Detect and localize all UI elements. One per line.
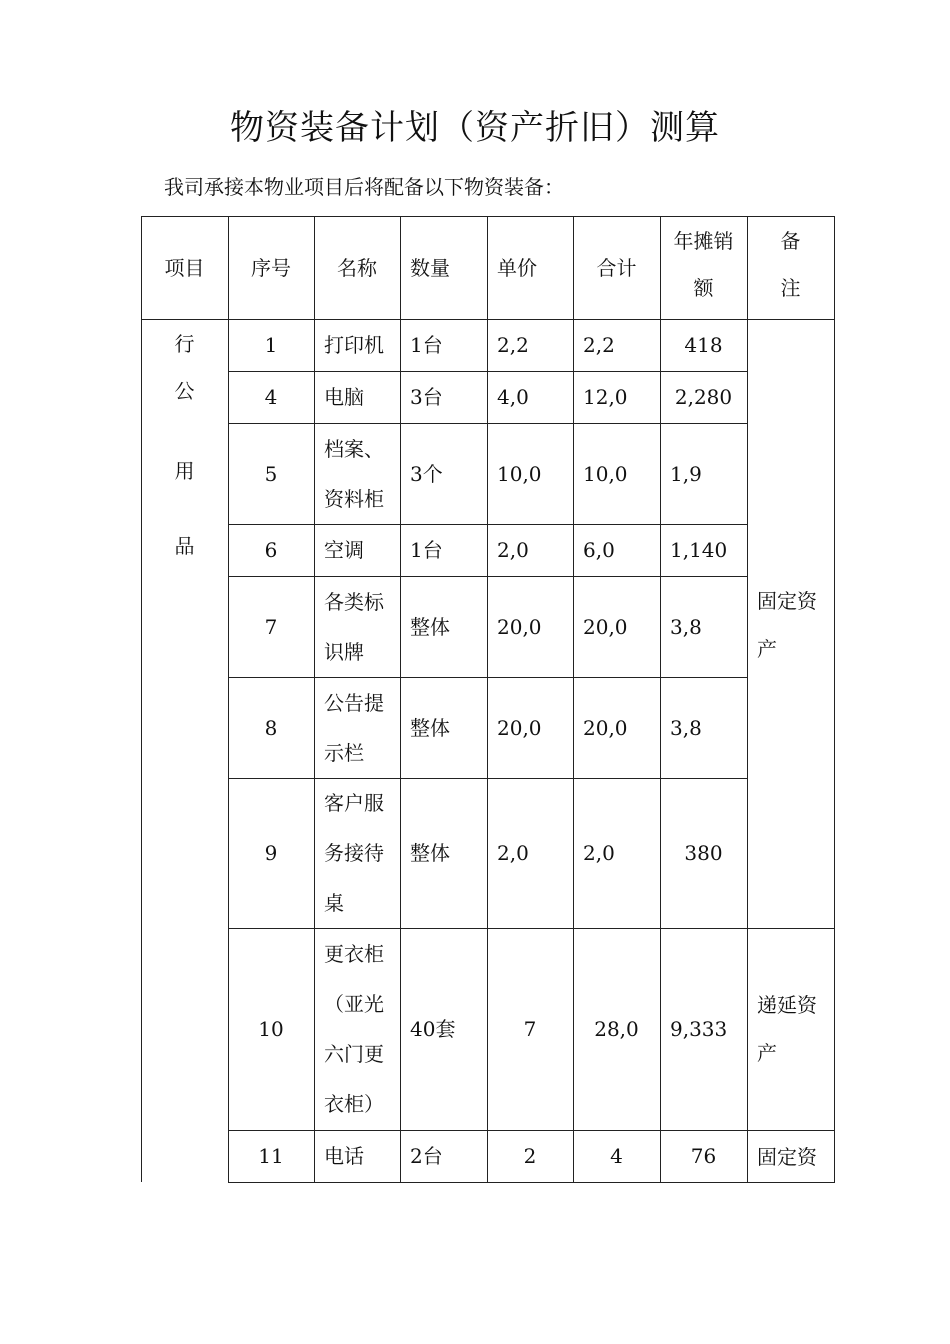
cell-annual: 380 xyxy=(684,841,723,865)
cell-price: 10,0 xyxy=(497,461,542,486)
cell-qty: 整体 xyxy=(410,715,450,740)
table-row-divider xyxy=(228,423,748,424)
header-annual: 年摊销 xyxy=(673,229,734,253)
cell-name: 衣柜） xyxy=(324,1092,384,1116)
cell-qty: 1台 xyxy=(410,538,443,562)
cell-qty: 3个 xyxy=(410,461,443,486)
cell-seq: 5 xyxy=(264,461,278,486)
header-note: 备 xyxy=(780,229,801,253)
note-deferred-asset: 递延资 xyxy=(757,993,817,1017)
cell-seq: 7 xyxy=(264,614,278,639)
intro-text: 我司承接本物业项目后将配备以下物资装备： xyxy=(164,175,564,199)
cell-qty: 整体 xyxy=(410,614,450,639)
table-row-divider xyxy=(228,1182,835,1183)
category-char: 公 xyxy=(174,379,195,403)
cell-total: 20,0 xyxy=(583,715,628,740)
cell-name: 示栏 xyxy=(324,740,364,765)
header-qty: 数量 xyxy=(410,256,450,280)
cell-name: 电脑 xyxy=(324,385,364,409)
cell-total: 10,0 xyxy=(583,461,628,486)
cell-price: 2,0 xyxy=(497,841,529,865)
cell-annual: 2,280 xyxy=(674,385,733,409)
cell-price: 4,0 xyxy=(497,385,529,409)
cell-total: 6,0 xyxy=(583,538,615,562)
cell-qty: 3台 xyxy=(410,385,443,409)
cell-seq: 9 xyxy=(264,841,278,865)
table-col-divider xyxy=(834,216,835,1183)
cell-price: 20,0 xyxy=(497,614,542,639)
cell-name: 资料柜 xyxy=(324,486,384,511)
cell-qty: 2台 xyxy=(410,1144,443,1168)
cell-seq: 10 xyxy=(258,1017,284,1041)
cell-name: 识牌 xyxy=(324,639,364,664)
cell-total: 20,0 xyxy=(583,614,628,639)
cell-total: 4 xyxy=(610,1144,623,1168)
table-row-divider xyxy=(228,677,748,678)
table-col-divider xyxy=(747,216,748,1183)
cell-name: 电话 xyxy=(324,1144,364,1168)
header-annual: 额 xyxy=(693,276,714,300)
header-total: 合计 xyxy=(596,256,637,280)
cell-annual: 76 xyxy=(690,1144,717,1168)
cell-name: 空调 xyxy=(324,538,364,562)
cell-price: 2,2 xyxy=(497,333,529,357)
cell-total: 2,2 xyxy=(583,333,615,357)
cell-name: （亚光 xyxy=(324,992,384,1016)
note-deferred-asset: 产 xyxy=(757,1041,777,1065)
header-seq: 序号 xyxy=(251,256,291,280)
cell-name: 六门更 xyxy=(324,1042,384,1066)
cell-name: 各类标 xyxy=(324,589,384,614)
cell-price: 2 xyxy=(523,1144,537,1168)
cell-total: 12,0 xyxy=(583,385,628,409)
cell-annual: 9,333 xyxy=(670,1017,728,1041)
cell-qty: 整体 xyxy=(410,841,450,865)
note-fixed-asset: 产 xyxy=(757,637,777,661)
cell-annual: 1,140 xyxy=(670,538,728,562)
cell-name: 公告提 xyxy=(324,690,384,715)
header-note: 注 xyxy=(780,276,801,300)
category-char: 行 xyxy=(174,332,195,356)
cell-annual: 3,8 xyxy=(670,715,702,740)
cell-qty: 1台 xyxy=(410,333,443,357)
cell-annual: 418 xyxy=(684,333,723,357)
header-price: 单价 xyxy=(497,256,537,280)
cell-qty: 40套 xyxy=(410,1017,456,1041)
cell-seq: 8 xyxy=(264,715,278,740)
cell-seq: 4 xyxy=(264,385,278,409)
cell-price: 7 xyxy=(523,1017,537,1041)
document-title: 物资装备计划（资产折旧）测算 xyxy=(230,108,720,148)
cell-name: 更衣柜 xyxy=(324,942,384,966)
cell-total: 2,0 xyxy=(583,841,615,865)
cell-name: 桌 xyxy=(324,891,344,915)
table-col-divider xyxy=(400,216,401,1183)
table-row-divider xyxy=(228,778,748,779)
cell-annual: 3,8 xyxy=(670,614,702,639)
cell-name: 打印机 xyxy=(324,333,384,357)
cell-name: 档案、 xyxy=(324,436,384,461)
header-name: 名称 xyxy=(337,256,377,280)
table-row-divider xyxy=(228,928,835,929)
table-col-divider xyxy=(314,216,315,1183)
cell-name: 客户服 xyxy=(324,791,384,815)
cell-seq: 11 xyxy=(258,1144,284,1168)
cell-total: 28,0 xyxy=(594,1017,639,1041)
category-char: 品 xyxy=(174,534,195,558)
note-fixed-asset: 固定资 xyxy=(757,589,817,613)
header-item: 项目 xyxy=(164,256,205,280)
category-char: 用 xyxy=(174,459,195,483)
cell-price: 20,0 xyxy=(497,715,542,740)
note-fixed-asset: 固定资 xyxy=(757,1145,817,1169)
cell-seq: 6 xyxy=(264,538,278,562)
cell-name: 务接待 xyxy=(324,841,384,865)
cell-seq: 1 xyxy=(264,333,278,357)
cell-price: 2,0 xyxy=(497,538,529,562)
table-row-divider xyxy=(228,576,748,577)
cell-annual: 1,9 xyxy=(670,461,702,486)
